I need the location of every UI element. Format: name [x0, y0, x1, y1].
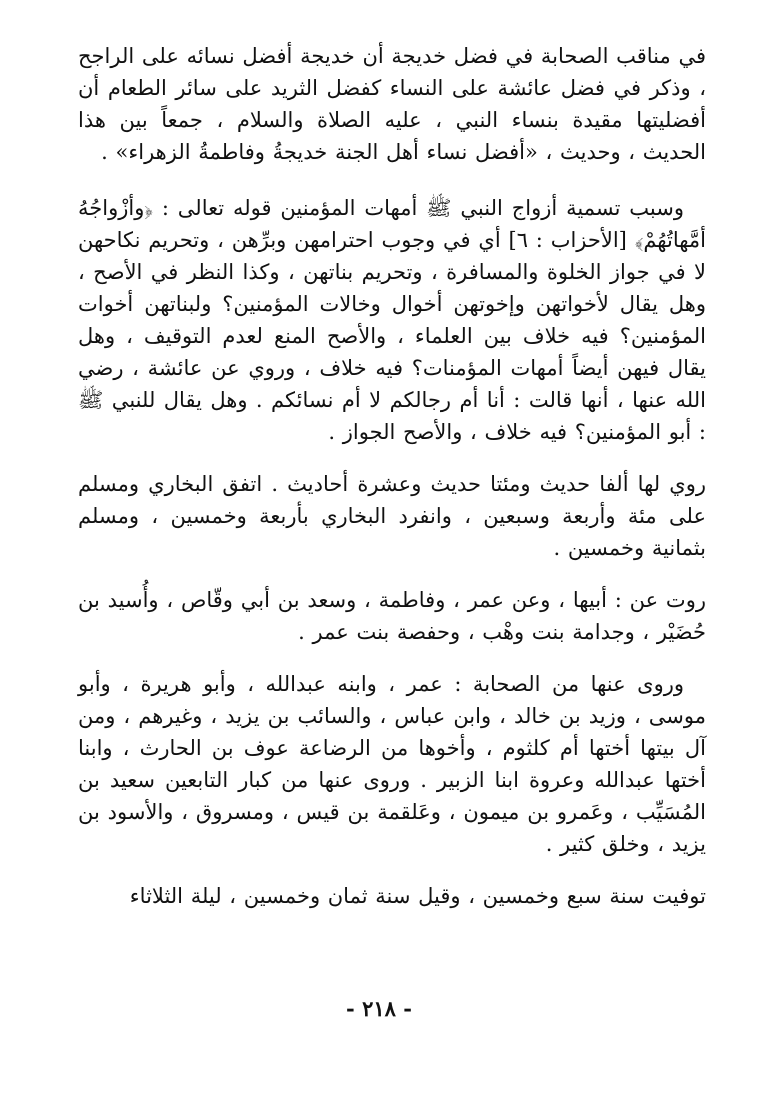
paragraph-death: توفيت سنة سبع وخمسين ، وقيل سنة ثمان وخمسين ، ليلة الثلاثاء — [129, 884, 706, 908]
paragraph-narrated-from: روت عن : أبيها ، وعن عمر ، وفاطمة ، وسعد بن أبي وقّاص ، وأُسيد بن حُضَيْر ، وجدامة بنت وهْب ، وحفصة بنت عمر . — [78, 588, 706, 644]
page-body — [78, 40, 706, 1040]
page-number: - ٢١٨ - — [346, 996, 412, 1021]
paragraph-narrated-by: وروى عنها من الصحابة : عمر ، وابنه عبدالله ، وأبو هريرة ، وأبو موسى ، وزيد بن خالد ، وابن عباس ، والسائب بن يزيد ، وغيرهم ، ومن آل بيتها أختها أم كلثوم ، وأخوها من الرضاعة عوف بن الحارث ، وابنا أختها عبدالله وعروة ابنا الزبير . وروى عنها من كبار التابعين سعيد بن المُسَيِّب ، وعَمرو بن ميمون ، وعَلقمة بن قيس ، ومسروق ، والأسود بن يزيد ، وخلق كثير . — [78, 672, 706, 856]
paragraph-mothers-of-believers: وسبب تسمية أزواج النبي ﷺ أمهات المؤمنين قوله تعالى : ﴿وأزْواجُهُ أمَّهاتُهُمْ﴾ [الأحزاب : ٦] أي في وجوب احترامهن وبرِّهن ، وتحريم نكاحهن لا في جواز الخلوة والمسافرة ، وتحريم بناتهن ، وكذا النظر في الأصح ، وهل يقال لأخواتهن وإخوتهن أخوال وخالات المؤمنين؟ ولبناتهن أخوات المؤمنين؟ فيه خلاف بين العلماء ، والأصح المنع لعدم التوقيف ، وهل يقال فيهن أيضاً أمهات المؤمنات؟ فيه خلاف ، وروي عن عائشة ، رضي الله عنها ، أنها قالت : أنا أم رجالكم لا أم نسائكم . وهل يقال للنبي ﷺ : أبو المؤمنين؟ فيه خلاف ، والأصح الجواز . — [78, 196, 706, 444]
paragraph-hadith-count: روي لها ألفا حديث ومئتا حديث وعشرة أحاديث . اتفق البخاري ومسلم على مئة وأربعة وسبعين ، وانفرد البخاري بأربعة وخمسين ، ومسلم بثمانية وخمسين . — [78, 472, 706, 560]
paragraph-khadija-virtue: في مناقب الصحابة في فضل خديجة أن خديجة أفضل نسائه على الراجح ، وذكر في فضل عائشة على النساء كفضل الثريد على سائر الطعام أن أفضليتها مقيدة بنساء النبي ، عليه الصلاة والسلام ، جمعاً بين هذا الحديث ، وحديث ، «أفضل نساء أهل الجنة خديجةُ وفاطمةُ الزهراء» . — [78, 44, 706, 164]
